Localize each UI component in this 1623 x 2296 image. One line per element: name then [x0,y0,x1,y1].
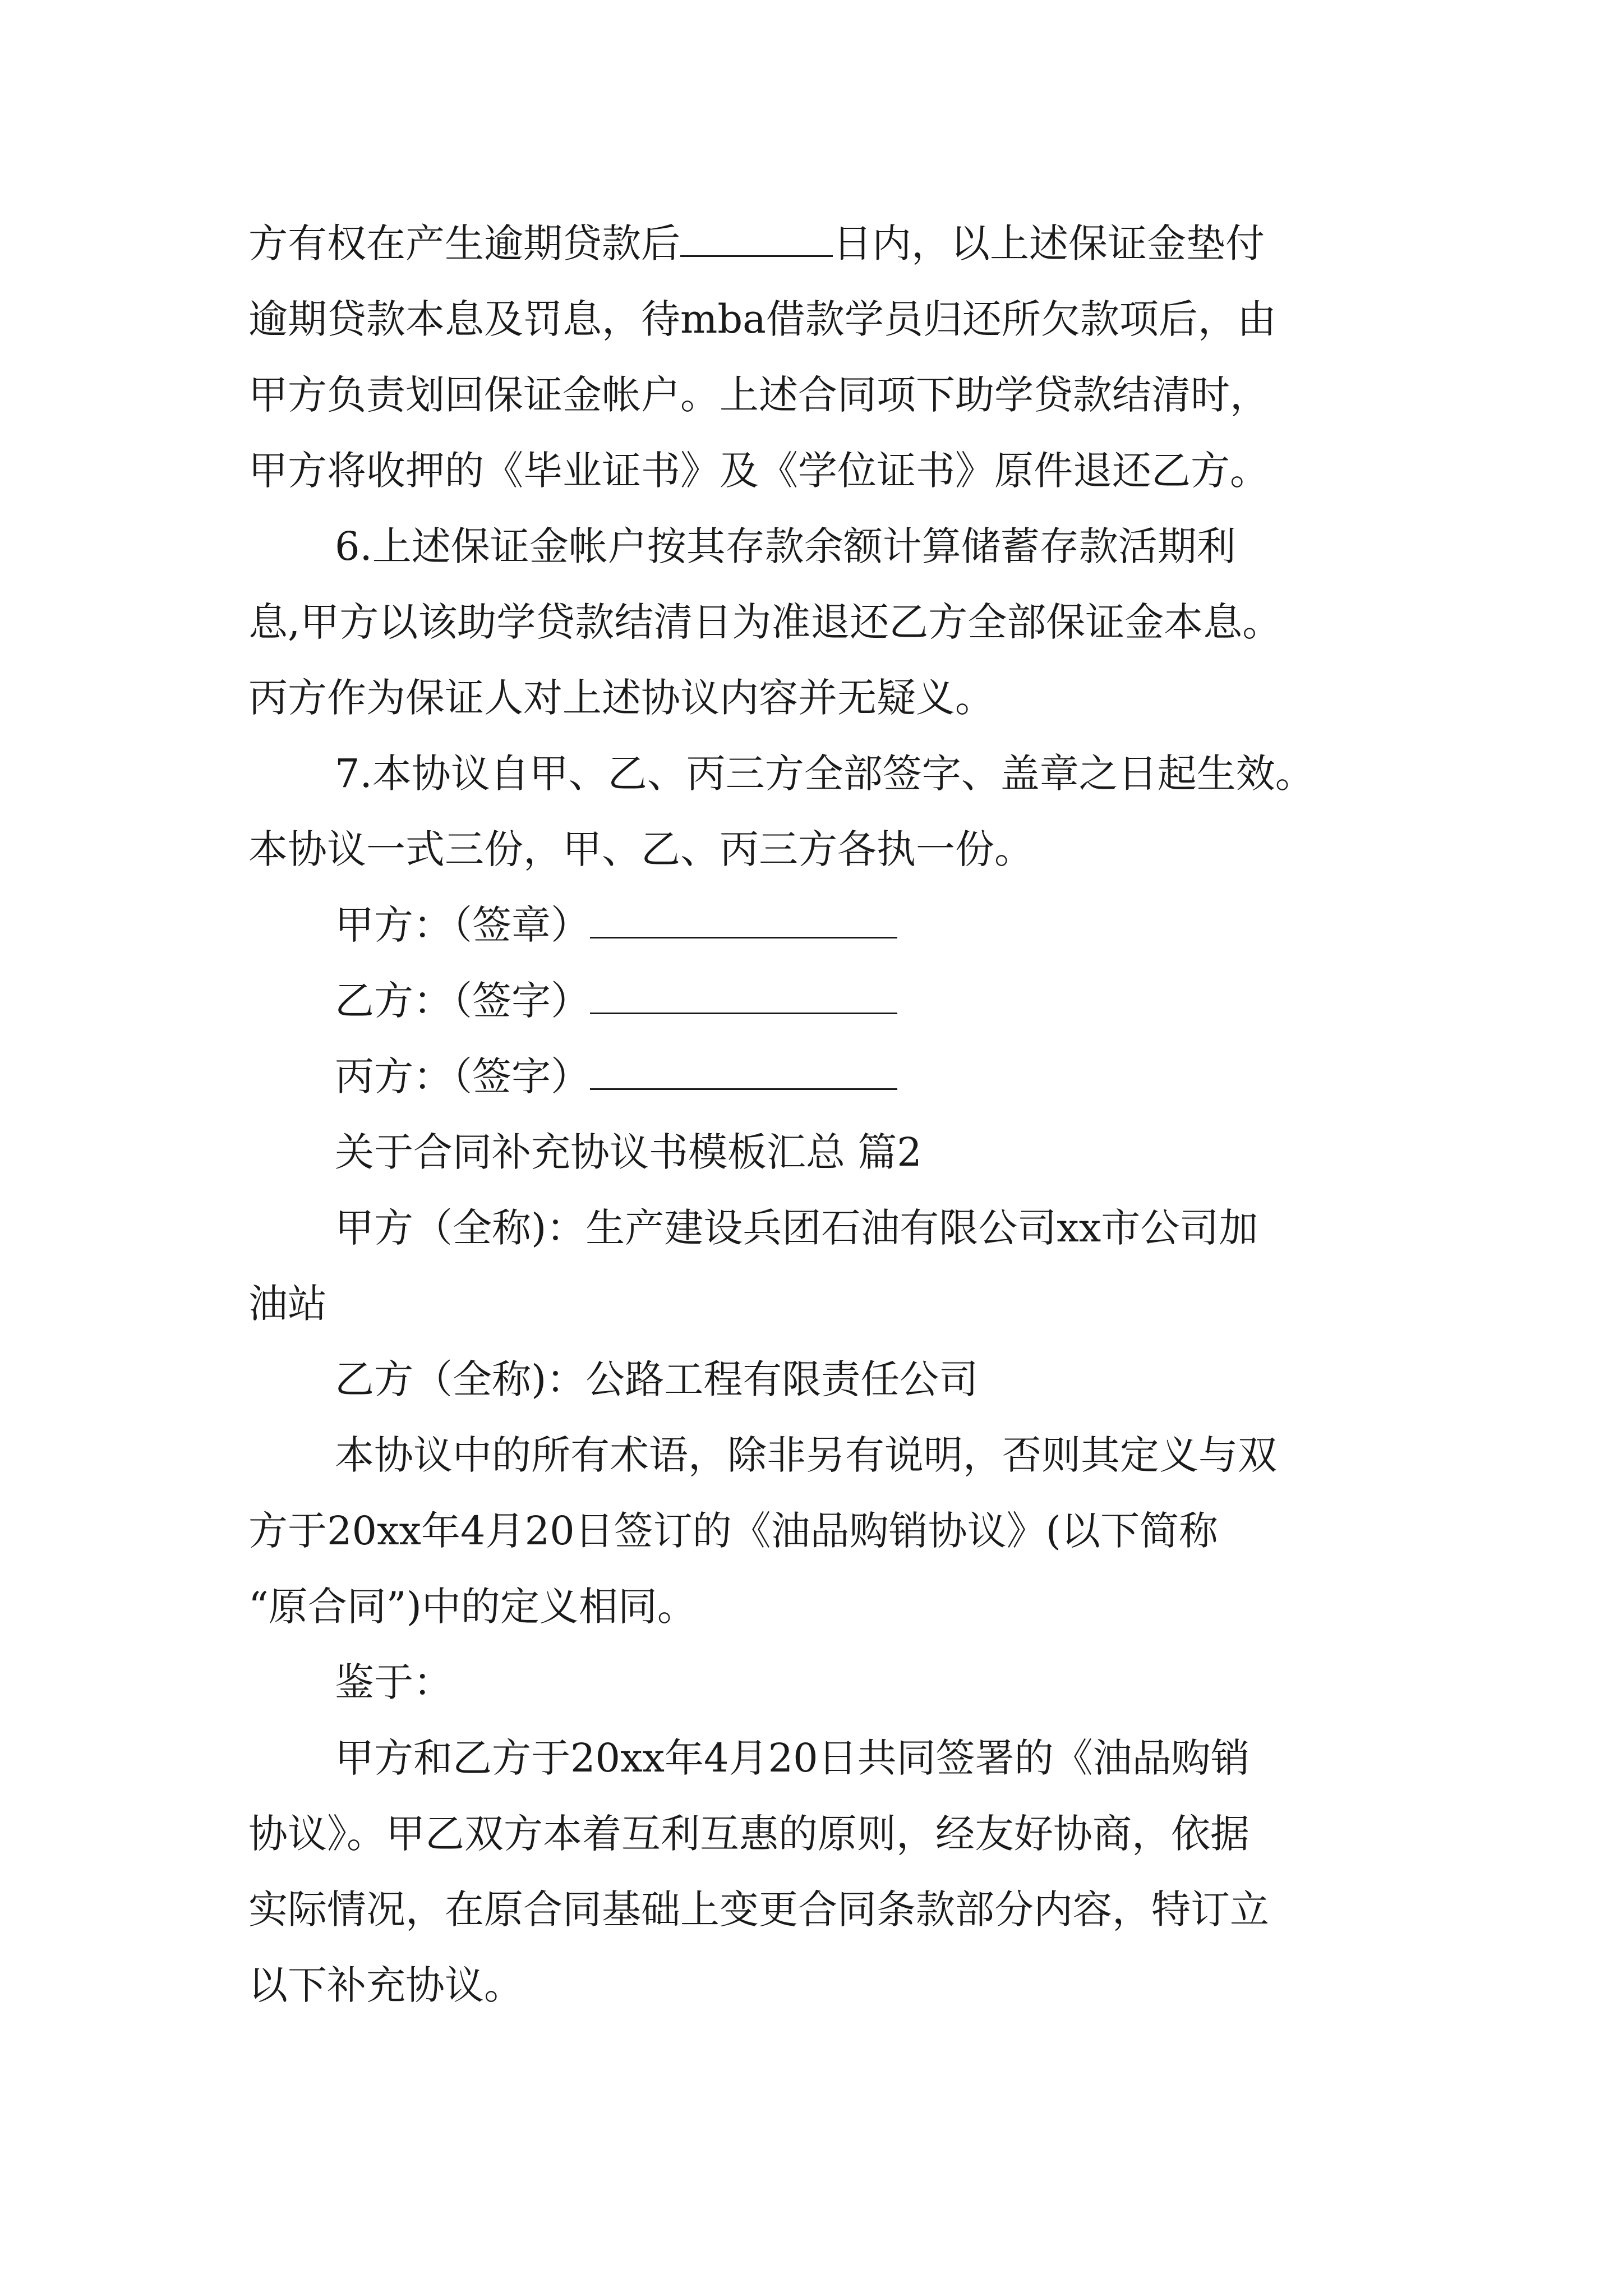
paragraph-line: 油站 [248,1281,327,1327]
paragraph-line: 协议》。甲乙双方本着互利互惠的原则，经友好协商，依据 [248,1811,1249,1857]
signature-blank [590,978,897,1014]
paragraph-line: 方于20xx年4月20日签订的《油品购销协议》(以下简称 [248,1508,1218,1554]
paragraph-line: 甲方（全称)：生产建设兵团石油有限公司xx市公司加 [335,1205,1258,1251]
paragraph-line: “原合同”)中的定义相同。 [248,1584,697,1630]
signature-blank [590,902,897,938]
paragraph-line [248,218,1265,269]
signature-blank [590,1053,897,1090]
paragraph-line: 以下补充协议。 [248,1962,523,2008]
paragraph-line: 乙方（全称)：公路工程有限责任公司 [335,1356,979,1402]
line-text-before-blank: 方有权在产生逾期贷款后 [248,220,680,266]
section-heading: 关于合同补充协议书模板汇总 篇2 [335,1129,922,1175]
fill-in-blank [680,220,833,257]
signature-line-party-b [335,976,897,1026]
paragraph-line: 甲方和乙方于20xx年4月20日共同签署的《油品购销 [335,1735,1250,1781]
paragraph-line: 6.上述保证金帐户按其存款余额计算储蓄存款活期利 [335,523,1236,569]
paragraph-line: 甲方负责划回保证金帐户。上述合同项下助学贷款结清时， [248,372,1269,418]
line-text-after-blank: 日内，以上述保证金垫付 [833,220,1265,266]
signature-label: 丙方：（签字） [335,1053,590,1099]
signature-line-party-c [335,1051,897,1102]
paragraph-line: 逾期贷款本息及罚息，待mba借款学员归还所欠款项后，由 [248,296,1276,342]
paragraph-line: 本协议一式三份，甲、乙、丙三方各执一份。 [248,826,1034,872]
signature-line-party-a [335,900,897,950]
paragraph-line: 甲方将收押的《毕业证书》及《学位证书》原件退还乙方。 [248,448,1269,494]
signature-label: 甲方：（签章） [335,902,590,948]
paragraph-line: 7.本协议自甲、乙、丙三方全部签字、盖章之日起生效。 [335,751,1315,797]
paragraph-line: 鉴于： [335,1659,453,1705]
signature-label: 乙方：（签字） [335,978,590,1024]
paragraph-line: 息,甲方以该助学贷款结清日为准退还乙方全部保证金本息。 [248,599,1282,645]
paragraph-line: 丙方作为保证人对上述协议内容并无疑义。 [248,675,994,721]
paragraph-line: 实际情况，在原合同基础上变更合同条款部分内容，特订立 [248,1887,1269,1932]
paragraph-line: 本协议中的所有术语，除非另有说明，否则其定义与双 [335,1432,1277,1478]
